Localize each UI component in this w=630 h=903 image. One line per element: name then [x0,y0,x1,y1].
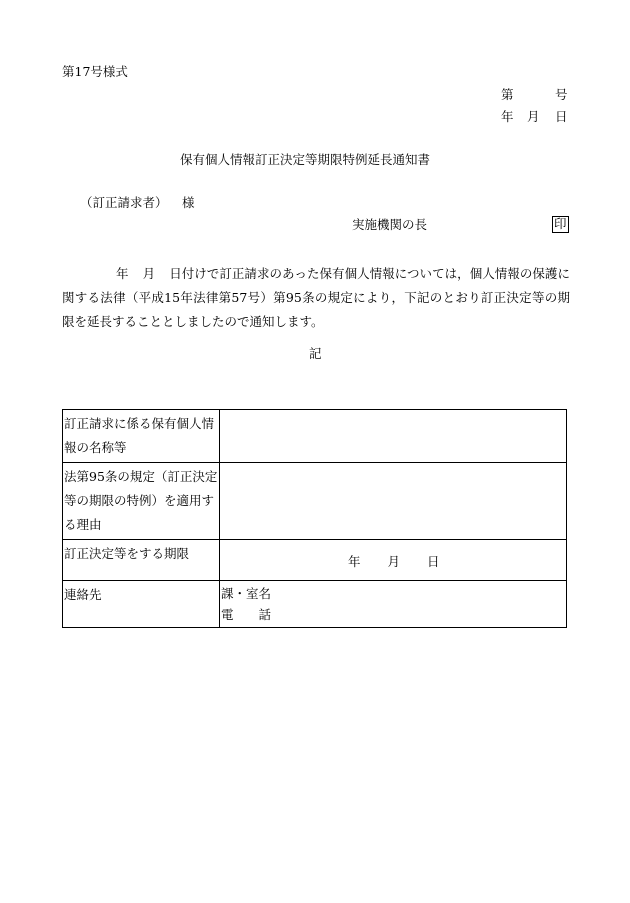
doc-date-day: 日 [555,109,568,124]
deadline-year: 年 [348,554,361,569]
deadline-month: 月 [387,554,401,569]
row-value-contact [220,581,567,628]
table-row [63,581,567,628]
table-row [63,463,567,540]
body-date-month: 月 [142,266,156,281]
contact-phone [221,604,271,625]
doc-number-prefix: 第 [501,87,514,102]
row-value-deadline [220,540,567,581]
document-title: 保有個人情報訂正決定等期限特例延長通知書 [180,152,431,167]
addressee-name: （訂正請求者） [80,195,168,210]
table-row [63,410,567,463]
addressee-honorific: 様 [182,195,195,210]
deadline-day: 日 [427,554,440,569]
contact-section: 課・室名 [221,586,272,601]
table-row [63,540,567,581]
doc-date-month: 月 [527,109,540,124]
doc-date-year: 年 [501,109,514,124]
row-value-info-name [220,410,567,463]
ki-heading: 記 [309,346,322,361]
contact-phone-1: 電 [221,607,234,622]
notice-body [62,262,570,334]
contact-phone-2: 話 [258,607,271,622]
form-number: 第17号様式 [62,64,128,79]
body-date-year: 年 [116,266,129,281]
row-label-info-name: 訂正請求に係る保有個人情報の名称等 [63,410,220,463]
doc-number-suffix: 号 [555,87,568,102]
seal-stamp: 印 [554,216,567,231]
issuer-label: 実施機関の長 [352,217,428,232]
details-table [62,409,567,628]
row-value-reason [220,463,567,540]
row-label-deadline: 訂正決定等をする期限 [63,540,220,581]
row-label-contact: 連絡先 [63,581,220,628]
row-label-reason: 法第95条の規定（訂正決定等の期限の特例）を適用する理由 [63,463,220,540]
body-text: 日付けで訂正請求のあった保有個人情報については，個人情報の保護に関する法律（平成15年法律第57号）第95条の規定により，下記のとおり訂正決定等の期限を延長することとしましたので通知します。 [62,266,570,329]
